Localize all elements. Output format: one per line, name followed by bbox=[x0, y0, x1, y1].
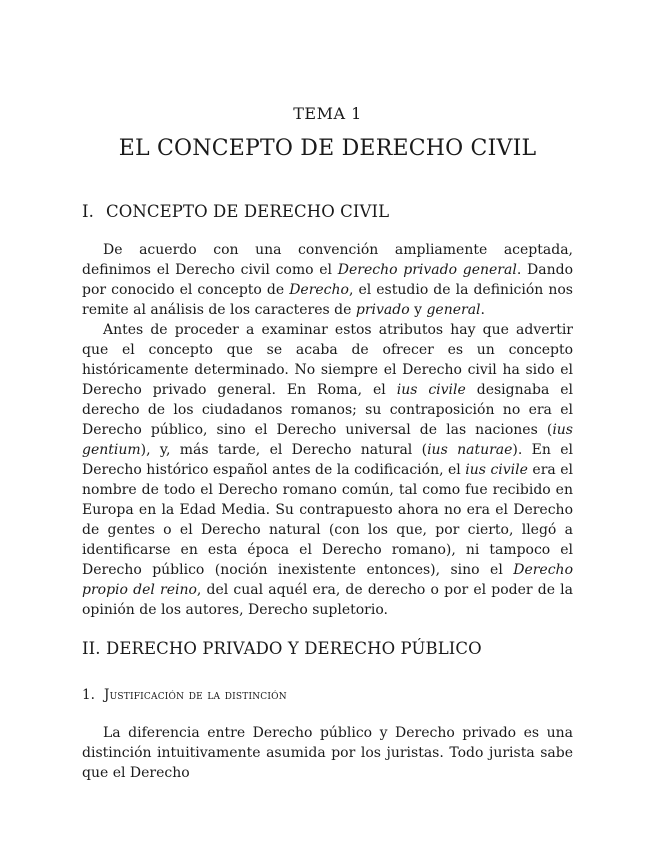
section-2-body bbox=[82, 723, 573, 783]
chapter-label: TEMA 1 bbox=[293, 104, 362, 123]
text-run: ). En el Derecho histórico español antes de la codificación, el bbox=[82, 442, 573, 478]
section-heading-2 bbox=[82, 639, 482, 658]
section-number: I. bbox=[82, 202, 94, 221]
italic-text: Derecho bbox=[289, 282, 349, 298]
section-heading-text: DERECHO PRIVADO Y DERECHO PÚBLICO bbox=[106, 639, 482, 658]
italic-text: ius civile bbox=[465, 462, 528, 478]
text-run: . bbox=[480, 302, 485, 318]
section-heading-text: CONCEPTO DE DERECHO CIVIL bbox=[106, 202, 390, 221]
text-run: . Dando por conocido el concepto de bbox=[82, 262, 573, 298]
italic-text: ius civile bbox=[396, 382, 466, 398]
text-run: Antes de proceder a examinar estos atributos hay que advertir que el concepto que se acaba de ofrecer es un concepto históricamente determinado. No siempre el Derecho civil ha sido el Derecho privado general. En Roma, el bbox=[82, 322, 573, 398]
text-run: y bbox=[409, 302, 427, 318]
italic-text: privado bbox=[355, 302, 410, 318]
subsection-number: 1. bbox=[82, 687, 95, 703]
subsection-heading-text: Justificación de la distinción bbox=[104, 687, 287, 703]
italic-text: Derecho privado general bbox=[337, 262, 517, 278]
italic-text: Derecho propio del reino bbox=[82, 562, 573, 598]
subsection-heading bbox=[82, 687, 287, 703]
italic-text: general bbox=[426, 302, 481, 318]
paragraph: La diferencia entre Derecho público y Derecho privado es una distinción intuitivamente asumida por los juristas. Todo jurista sabe que el Derecho bbox=[82, 725, 573, 781]
text-run: , el estudio de la definición nos remite al análisis de los caracteres de bbox=[82, 282, 573, 318]
section-1-body bbox=[82, 240, 573, 620]
text-run: , del cual aquél era, de derecho o por el poder de la opinión de los autores, Derecho supletorio. bbox=[82, 582, 573, 618]
text-run: ), y, más tarde, el Derecho natural ( bbox=[140, 442, 428, 458]
paragraph bbox=[82, 320, 573, 620]
paragraph bbox=[82, 240, 573, 320]
text-run: era el nombre de todo el Derecho romano común, tal como fue recibido en Europa en la Edad Media. Su contrapuesto ahora no era el Derecho de gentes o el Derecho natural (con los que, por cierto, llegó a identificarse en esta época el Derecho romano), ni tampoco el Derecho público (noción inexistente entonces), sino el bbox=[82, 462, 573, 578]
text-run: designaba el derecho de los ciudadanos romanos; su contraposición no era el Derecho público, sino el Derecho universal de las naciones ( bbox=[82, 382, 573, 438]
section-number: II. bbox=[82, 639, 101, 658]
italic-text: ius naturae bbox=[427, 442, 513, 458]
chapter-title: EL CONCEPTO DE DERECHO CIVIL bbox=[118, 136, 537, 161]
text-run: De acuerdo con una convención ampliamente aceptada, definimos el Derecho civil como el bbox=[82, 242, 573, 278]
section-heading-1 bbox=[82, 202, 389, 221]
italic-text: ius gentium bbox=[82, 422, 573, 458]
